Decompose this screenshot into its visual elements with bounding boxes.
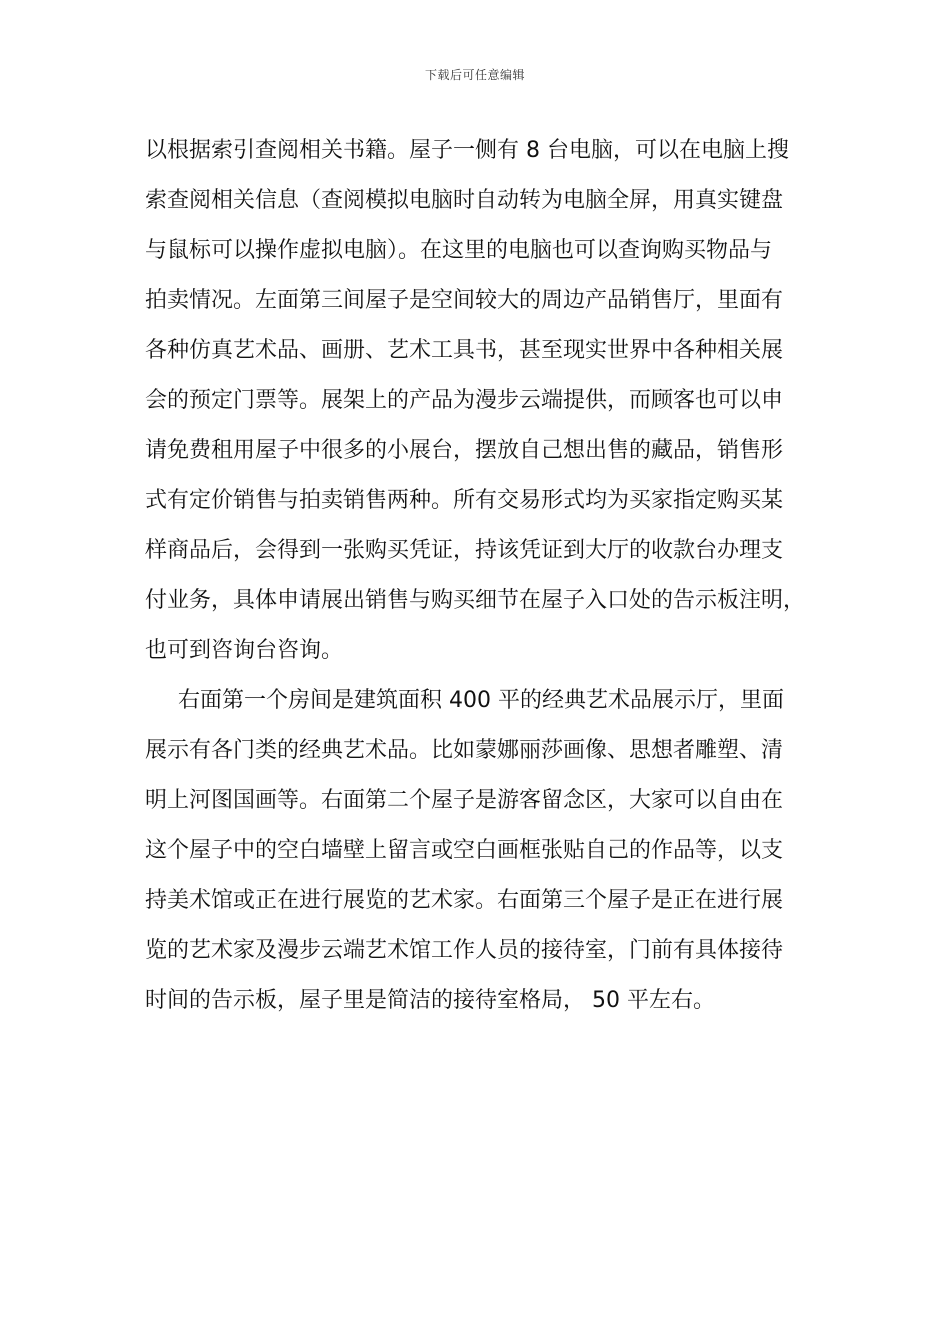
text-line: 付业务，具体申请展出销售与购买细节在屋子入口处的告示板注明， (145, 588, 806, 613)
text-line: 持美术馆或正在进行展览的艺术家。右面第三个屋子是正在进行展 (145, 888, 784, 913)
text-line: 右面第一个房间是建筑面积 400 平的经典艺术品展示厅，里面 (178, 688, 784, 713)
paragraph-2 (145, 676, 805, 1026)
text-line: 各种仿真艺术品、画册、艺术工具书，甚至现实世界中各种相关展 (145, 338, 784, 363)
text-line: 览的艺术家及漫步云端艺术馆工作人员的接待室，门前有具体接待 (145, 938, 784, 963)
text-line: 这个屋子中的空白墙壁上留言或空白画框张贴自己的作品等，以支 (145, 838, 784, 863)
paragraph-1 (145, 126, 805, 676)
text-line: 时间的告示板，屋子里是简洁的接待室格局， 50 平左右。 (145, 988, 715, 1013)
text-line: 索查阅相关信息（查阅模拟电脑时自动转为电脑全屏，用真实键盘 (145, 188, 784, 213)
text-line: 拍卖情况。左面第三间屋子是空间较大的周边产品销售厅，里面有 (145, 288, 784, 313)
text-line: 与鼠标可以操作虚拟电脑）。在这里的电脑也可以查询购买物品与 (145, 238, 773, 263)
document-body (145, 126, 805, 1026)
text-line: 会的预定门票等。展架上的产品为漫步云端提供，而顾客也可以申 (145, 388, 784, 413)
text-line: 也可到咨询台咨询。 (145, 638, 344, 663)
text-line: 明上河图国画等。右面第二个屋子是游客留念区，大家可以自由在 (145, 788, 784, 813)
text-line: 展示有各门类的经典艺术品。比如蒙娜丽莎画像、思想者雕塑、清 (145, 738, 784, 763)
header-note: 下载后可任意编辑 (424, 68, 525, 82)
text-line: 以根据索引查阅相关书籍。屋子一侧有 8 台电脑，可以在电脑上搜 (145, 138, 789, 163)
text-line: 样商品后，会得到一张购买凭证，持该凭证到大厅的收款台办理支 (145, 538, 784, 563)
text-line: 请免费租用屋子中很多的小展台，摆放自己想出售的藏品，销售形 (145, 438, 784, 463)
text-line: 式有定价销售与拍卖销售两种。所有交易形式均为买家指定购买某 (145, 488, 784, 513)
